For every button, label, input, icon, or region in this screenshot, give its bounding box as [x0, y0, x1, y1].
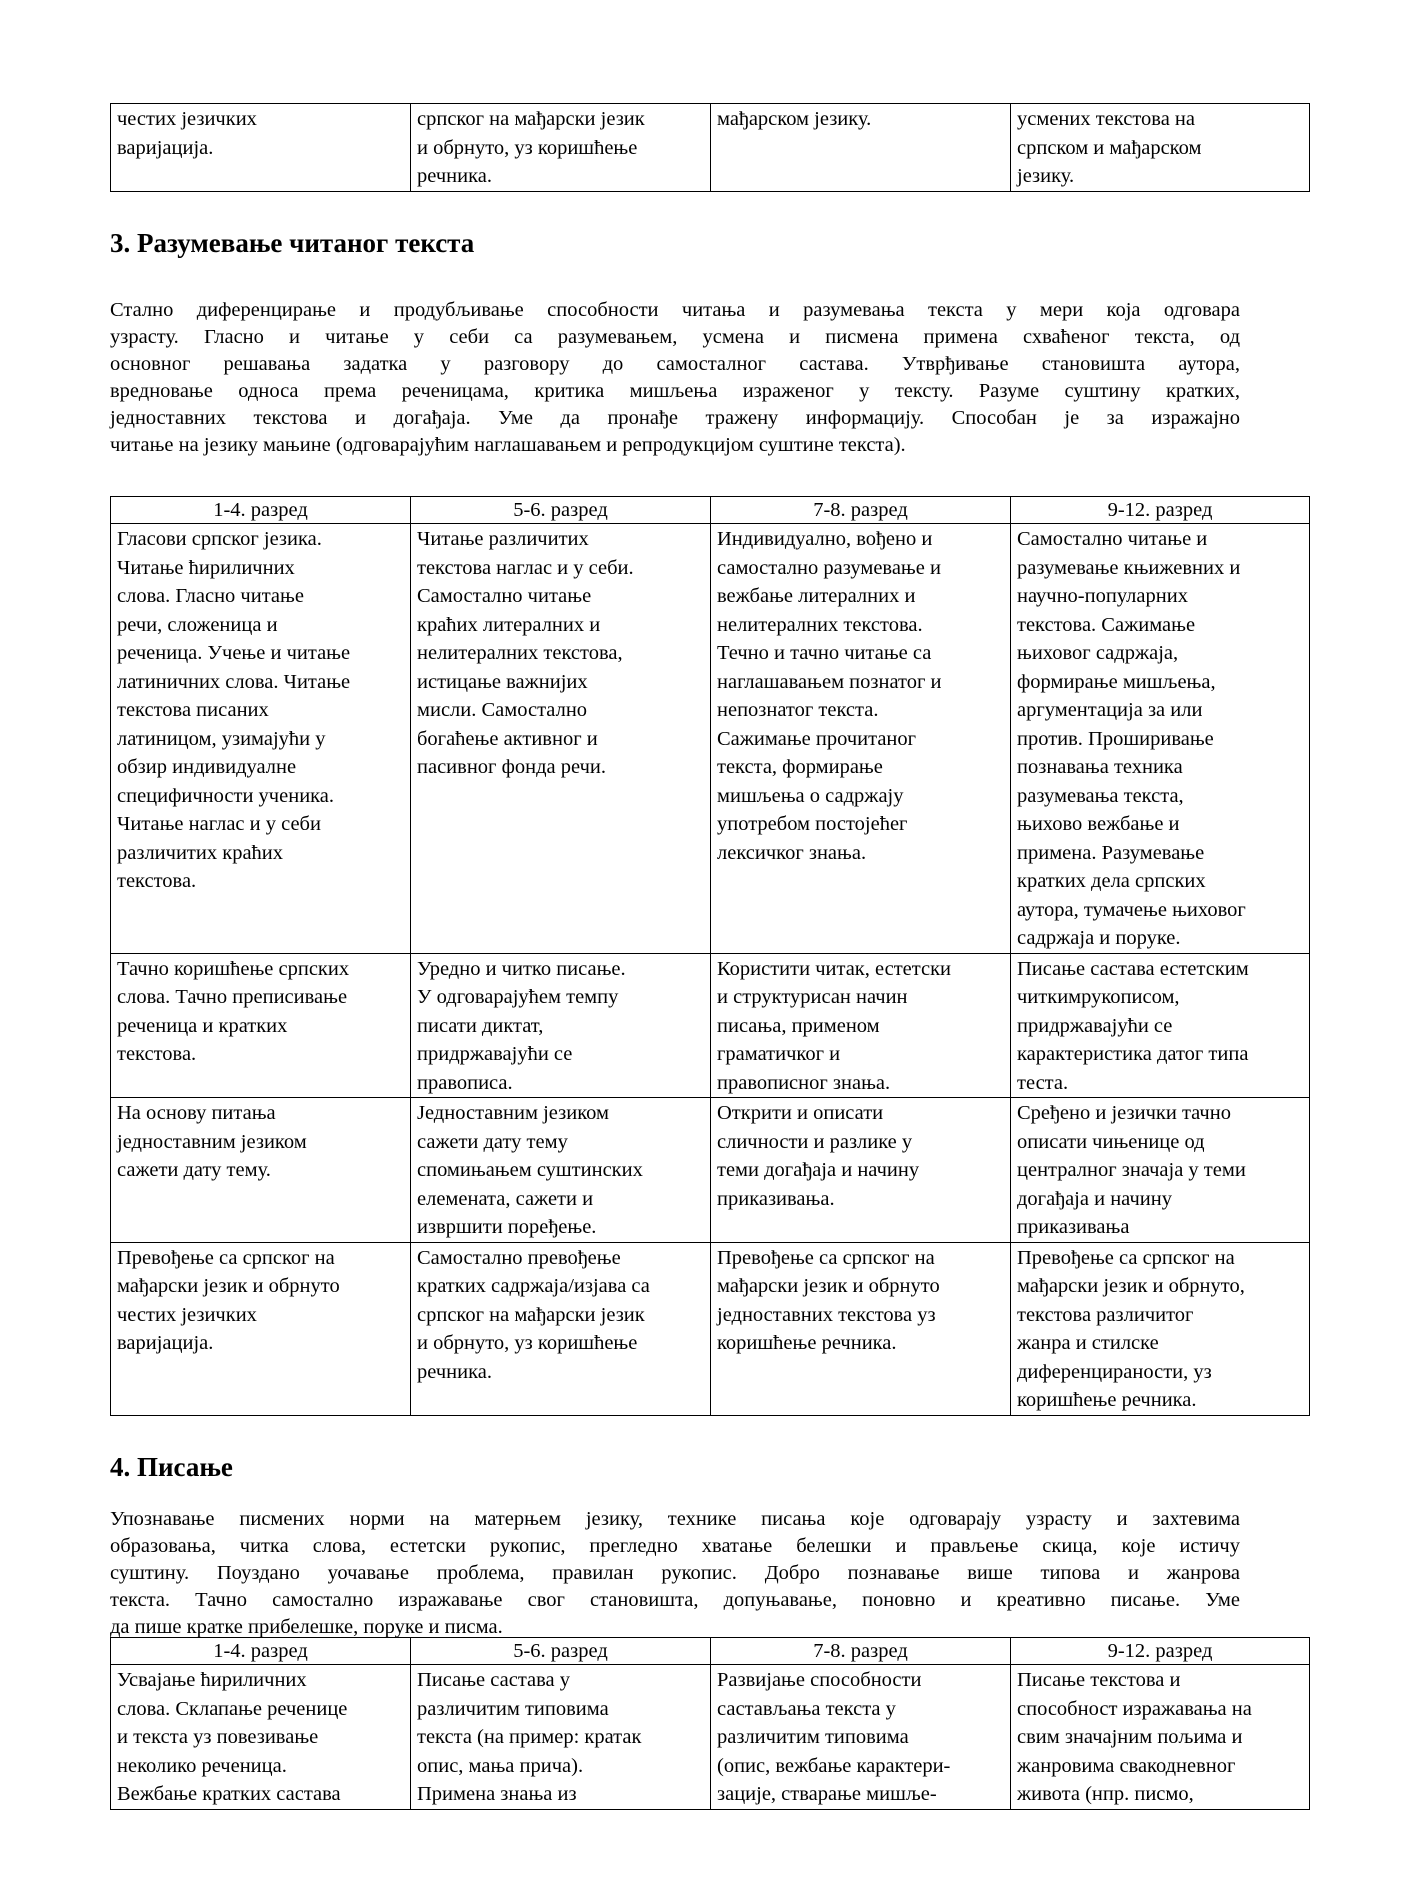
table-cell: Превођење са српског на мађарски језик и обрнуто честих језичких варијација.: [111, 1242, 411, 1415]
table-cell: Писање састава естетским читкимрукописом, придржавајући се карактеристика датог типа теста.: [1011, 953, 1310, 1098]
paragraph-line: читање на језику мањине (одговарајућим наглашавањем и репродукцијом суштине текста).: [110, 434, 906, 456]
paragraph-line: суштину. Поуздано уочавање проблема, правилан рукопис. Добро познавање више типова и жанрова: [110, 1562, 1240, 1584]
column-header: 1-4. разред: [111, 1638, 411, 1665]
paragraph-line: образовања, читка слова, естетски рукопис, прегледно хватање белешки и прављење скица, које истичу: [110, 1535, 1240, 1557]
table-header-row: [111, 497, 1310, 524]
table-cell: Писање текстова и способност изражавања на свим значајним пољима и жанровима свакодневног живота (нпр. писмо,: [1011, 1665, 1310, 1810]
table-cell: Једноставним језиком сажети дату тему спомињањем суштинских елемената, сажети и извршити поређење.: [411, 1098, 711, 1243]
table-cell: Читање различитих текстова наглас и у себи. Самостално читање краћих литералних и нелитералних текстова, истицање важнијих мисли. Самостално богаћење активног и пасивног фонда речи.: [411, 524, 711, 954]
section-4-heading: 4. Писање: [110, 1452, 233, 1482]
table-cell: Превођење са српског на мађарски језик и обрнуто, текстова различитог жанра и стилске диференцираности, уз коришћење речника.: [1011, 1242, 1310, 1415]
table-header-row: [111, 1638, 1310, 1665]
table-row: [111, 953, 1310, 1098]
paragraph-line: текста. Тачно самостално изражавање свог становишта, допуњавање, поновно и креативно писање. Уме: [110, 1589, 1240, 1611]
table-cell: На основу питања једноставним језиком сажети дату тему.: [111, 1098, 411, 1243]
column-header: 9-12. разред: [1011, 1638, 1310, 1665]
table-cell: честих језичких варијација.: [111, 104, 411, 192]
paragraph-line: Стално диференцирање и продубљивање способности читања и разумевања текста у мери која одговара: [110, 299, 1240, 321]
column-header: 7-8. разред: [711, 497, 1011, 524]
table-cell: српског на мађарски језик и обрнуто, уз коришћење речника.: [411, 104, 711, 192]
table-row: [111, 524, 1310, 954]
table-cell: Уредно и читко писање. У одговарајућем темпу писати диктат, придржавајући се правописа.: [411, 953, 711, 1098]
paragraph-line: основног решавања задатка у разговору до самосталног састава. Утврђивање становишта аутора,: [110, 353, 1240, 375]
top-continuation-table: [110, 103, 1310, 192]
table-cell: Превођење са српског на мађарски језик и обрнуто једноставних текстова уз коришћење речника.: [711, 1242, 1011, 1415]
table-cell: Усвајање ћириличних слова. Склапање реченице и текста уз повезивање неколико реченица. Вежбање кратких састава: [111, 1665, 411, 1810]
table-cell: Открити и описати сличности и разлике у теми догађаја и начину приказивања.: [711, 1098, 1011, 1243]
table-cell: Самостално превођење кратких садржаја/изјава са српског на мађарски језик и обрнуто, уз коришћење речника.: [411, 1242, 711, 1415]
section-4-table: [110, 1637, 1310, 1810]
table-row: [111, 1242, 1310, 1415]
table-cell: Тачно коришћење српских слова. Тачно преписивање реченица и кратких текстова.: [111, 953, 411, 1098]
table-cell: Индивидуално, вођено и самостално разумевање и вежбање литералних и нелитералних текстова. Течно и тачно читање са наглашавањем познатог и непознатог текста. Сажимање прочитаног текста, формирање мишљења о садржају употребом постојећег лексичког знања.: [711, 524, 1011, 954]
section-3-paragraph: [110, 297, 1240, 459]
paragraph-line: Упознавање писмених норми на матерњем језику, технике писања које одговарају узрасту и захтевима: [110, 1508, 1240, 1530]
section-3-heading: 3. Разумевање читаног текста: [110, 228, 475, 258]
table-cell: Развијање способности састављања текста у различитим типовима (опис, вежбање карактери- зације, стварање мишље-: [711, 1665, 1011, 1810]
paragraph-line: вредновање односа према реченицама, критика мишљења израженог у тексту. Разуме суштину кратких,: [110, 380, 1240, 402]
column-header: 9-12. разред: [1011, 497, 1310, 524]
table-cell: Писање састава у различитим типовима текста (на пример: кратак опис, мања прича). Примена знања из: [411, 1665, 711, 1810]
table-cell: Сређено и језички тачно описати чињенице од централног значаја у теми догађаја и начину приказивања: [1011, 1098, 1310, 1243]
column-header: 7-8. разред: [711, 1638, 1011, 1665]
table-row: [111, 104, 1310, 192]
paragraph-line: да пише кратке прибелешке, поруке и писма.: [110, 1616, 503, 1638]
table-cell: Користити читак, естетски и структурисан начин писања, применом граматичког и правописног знања.: [711, 953, 1011, 1098]
table-row: [111, 1665, 1310, 1810]
table-cell: Гласови српског језика. Читање ћириличних слова. Гласно читање речи, сложеница и реченица. Учење и читање латиничних слова. Читање текстова писаних латиницом, узимајући у обзир индивидуалне специфичности ученика. Читање наглас и у себи различитих краћих текстова.: [111, 524, 411, 954]
column-header: 5-6. разред: [411, 1638, 711, 1665]
table-cell: усмених текстова на српском и мађарском језику.: [1011, 104, 1310, 192]
table-cell: мађарском језику.: [711, 104, 1011, 192]
table-cell: Самостално читање и разумевање књижевних и научно-популарних текстова. Сажимање њиховог садржаја, формирање мишљења, аргументација за или против. Проширивање познавања техника разумевања текста, њихово вежбање и примена. Разумевање кратких дела српских аутора, тумачење њиховог садржаја и поруке.: [1011, 524, 1310, 954]
column-header: 5-6. разред: [411, 497, 711, 524]
paragraph-line: једноставних текстова и догађаја. Уме да пронађе тражену информацију. Способан је за изражајно: [110, 407, 1240, 429]
paragraph-line: узрасту. Гласно и читање у себи са разумевањем, усмена и писмена примена схваћеног текста, од: [110, 326, 1240, 348]
section-3-table: [110, 496, 1310, 1416]
table-row: [111, 1098, 1310, 1243]
section-4-paragraph: [110, 1506, 1240, 1641]
column-header: 1-4. разред: [111, 497, 411, 524]
